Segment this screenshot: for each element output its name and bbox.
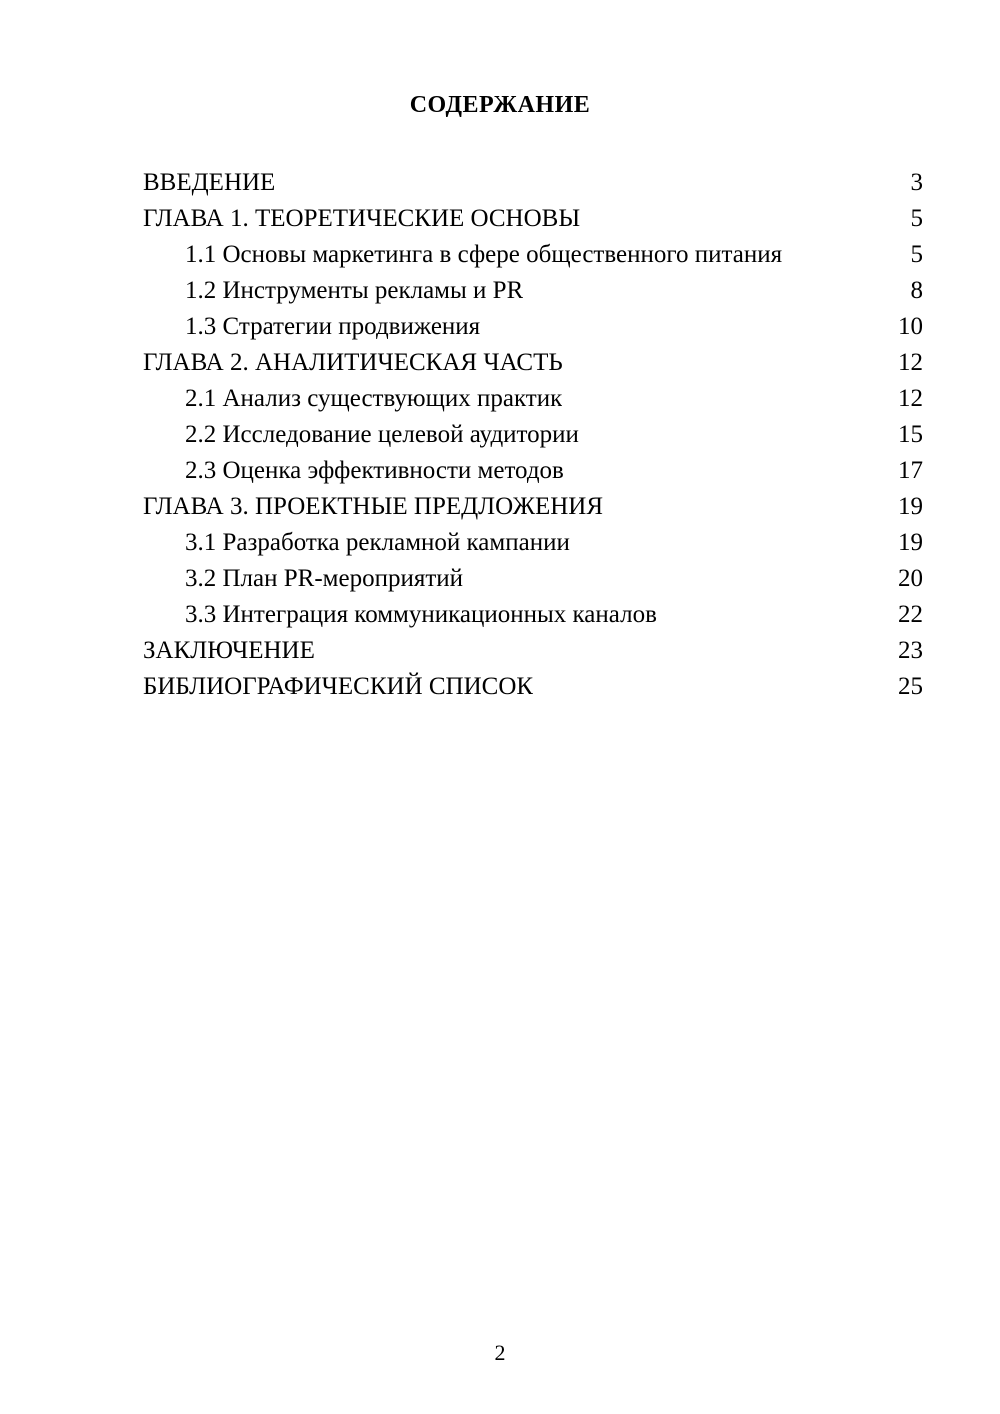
- toc-entry[interactable]: [143, 633, 923, 669]
- toc-entry[interactable]: [143, 273, 923, 309]
- toc-entry-page-number: 20: [898, 565, 923, 592]
- toc-entry[interactable]: [143, 345, 923, 381]
- toc-entry-label: 1.2 Инструменты рекламы и PR: [185, 277, 524, 304]
- toc-entry-page-number: 12: [898, 349, 923, 376]
- toc-entry[interactable]: [143, 561, 923, 597]
- toc-entry-label: ВВЕДЕНИЕ: [143, 169, 276, 196]
- toc-entry[interactable]: [143, 489, 923, 525]
- toc-entry[interactable]: [143, 201, 923, 237]
- table-of-contents: [143, 165, 923, 705]
- toc-entry-label: 3.3 Интеграция коммуникационных каналов: [185, 601, 657, 628]
- toc-entry-label: 3.1 Разработка рекламной кампании: [185, 529, 570, 556]
- toc-entry-label: ГЛАВА 2. АНАЛИТИЧЕСКАЯ ЧАСТЬ: [143, 349, 563, 376]
- toc-entry-page-number: 19: [898, 529, 923, 556]
- toc-entry-label: 1.3 Стратегии продвижения: [185, 313, 481, 340]
- toc-entry-page-number: 19: [898, 493, 923, 520]
- toc-entry-label: ГЛАВА 3. ПРОЕКТНЫЕ ПРЕДЛОЖЕНИЯ: [143, 493, 604, 520]
- toc-entry-page-number: 15: [898, 421, 923, 448]
- toc-entry-page-number: 5: [910, 205, 923, 232]
- toc-entry-label: 2.2 Исследование целевой аудитории: [185, 421, 579, 448]
- toc-entry-label: ЗАКЛЮЧЕНИЕ: [143, 637, 315, 664]
- toc-entry-label: 1.1 Основы маркетинга в сфере общественного питания: [185, 241, 783, 268]
- toc-entry[interactable]: [143, 525, 923, 561]
- toc-entry-label: 2.1 Анализ существующих практик: [185, 385, 563, 412]
- toc-entry-page-number: 17: [898, 457, 923, 484]
- toc-entry[interactable]: [143, 417, 923, 453]
- toc-entry[interactable]: [143, 453, 923, 489]
- toc-entry-page-number: 8: [910, 277, 923, 304]
- toc-entry-page-number: 5: [910, 241, 923, 268]
- toc-entry[interactable]: [143, 237, 923, 273]
- toc-entry-page-number: 23: [898, 637, 923, 664]
- toc-entry[interactable]: [143, 381, 923, 417]
- toc-entry-page-number: 10: [898, 313, 923, 340]
- toc-entry-label: ГЛАВА 1. ТЕОРЕТИЧЕСКИЕ ОСНОВЫ: [143, 205, 581, 232]
- toc-entry[interactable]: [143, 597, 923, 633]
- toc-entry[interactable]: [143, 309, 923, 345]
- toc-entry-page-number: 3: [910, 169, 923, 196]
- toc-entry[interactable]: [143, 165, 923, 201]
- footer-page-number: 2: [494, 1340, 506, 1365]
- toc-entry-label: БИБЛИОГРАФИЧЕСКИЙ СПИСОК: [143, 673, 534, 700]
- page-title: СОДЕРЖАНИЕ: [409, 92, 591, 118]
- toc-entry-page-number: 25: [898, 673, 923, 700]
- toc-entry-page-number: 12: [898, 385, 923, 412]
- toc-entry-label: 3.2 План PR-мероприятий: [185, 565, 464, 592]
- toc-entry[interactable]: [143, 669, 923, 705]
- toc-entry-page-number: 22: [898, 601, 923, 628]
- toc-entry-label: 2.3 Оценка эффективности методов: [185, 457, 564, 484]
